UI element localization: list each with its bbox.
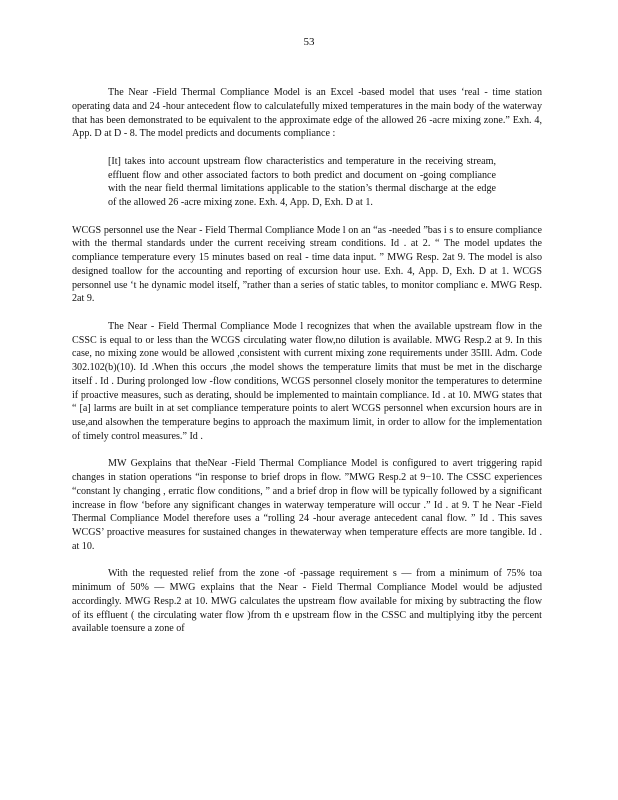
body-text [72,86,542,636]
paragraph-wcgs-personnel: WCGS personnel use the Near - Field Thermal Compliance Mode l on an “as -needed ”bas i s to ensure compliance with the thermal standards under the current receiving stream conditions. Id . at 2. “ The model updates the compliance temperature every 15 minutes based on real - time data input. ” MWG Resp. 2at 9. The model is also designed toallow for the accounting and reporting of excursion hour use. Exh. 4, App. D, Exh. D at 1. WCGS personnel use ‘t he dynamic model itself, ”rather than a series of static tables, to monitor complianc e. MWG Resp. 2at 9. [72,224,542,305]
page-number: 53 [303,36,315,48]
paragraph-rolling-average: MW Gexplains that theNear -Field Thermal Compliance Model is configured to avert triggering rapid changes in station operations “in response to brief drops in flow. ”MWG Resp.2 at 9−10. The CSSC experiences “constant ly changing , erratic flow conditions, ” and a brief drop in flow will be typically followed by a significant increase in flow ‘before any significant changes in waterway temperature will occur .” Id . at 9. T he Near -Field Thermal Compliance Model therefore uses a “rolling 24 -hour average antecedent canal flow. ” Id . This saves WCGS’ proactive measures for sustained changes in thewaterway when temperature effects are more tangible. Id . at 10. [72,458,542,552]
block-quote: [It] takes into account upstream flow characteristics and temperature in the receiving stream, effluent flow and other associated factors to both predict and document on -going compliance with the near field thermal limitations applicable to the station’s thermal discharge at the edge of the allowed 26 -acre mixing zone. Exh. 4, App. D, Exh. D at 1. [108,155,496,208]
paragraph-dilution: The Near - Field Thermal Compliance Mode l recognizes that when the available upstream flow in the CSSC is equal to or less than the WCGS circulating water flow,no dilution is available. MWG Resp.2 at 9. In this case, no mixing zone would be allowed ,consistent with current mixing zone requirements under 35Ill. Adm. Code 302.102(b)(10). Id .When this occurs ,the model shows the temperature limits that must be met in the discharge itself . Id . During prolonged low -flow conditions, WCGS personnel closely monitor the temperatures to determine if proactive measures, such as derating, should be implemented to maintain compliance. Id . at 10. MWG states that “ [a] larms are built in at set compliance temperature points to alert WCGS personnel when excursion hours are in use,and alsowhen the temperature begins to approach the maximum limit, in order to allow for the implementation of timely control measures.” Id . [72,320,542,442]
paragraph-model-description: The Near -Field Thermal Compliance Model is an Excel -based model that uses ‘real - time station operating data and 24 -hour antecedent flow to calculatefully mixed temperatures in the main body of the waterway that has been demonstrated to be equivalent to the approximate edge of the allowed 26 -acre mixing zone.” Exh. 4, App. D at D - 8. The model predicts and documents compliance : [72,87,542,140]
paragraph-requested-relief: With the requested relief from the zone -of -passage requirement s — from a minimum of 75% toa minimum of 50% — MWG explains that the Near - Field Thermal Compliance Model would be adjusted accordingly. MWG Resp.2 at 10. MWG calculates the upstream flow available for mixing by subtracting the flow of its effluent ( the circulating water flow )from th e upstream flow in the CSSC and multiplying itby the percent available toensure a zone of [72,568,542,635]
